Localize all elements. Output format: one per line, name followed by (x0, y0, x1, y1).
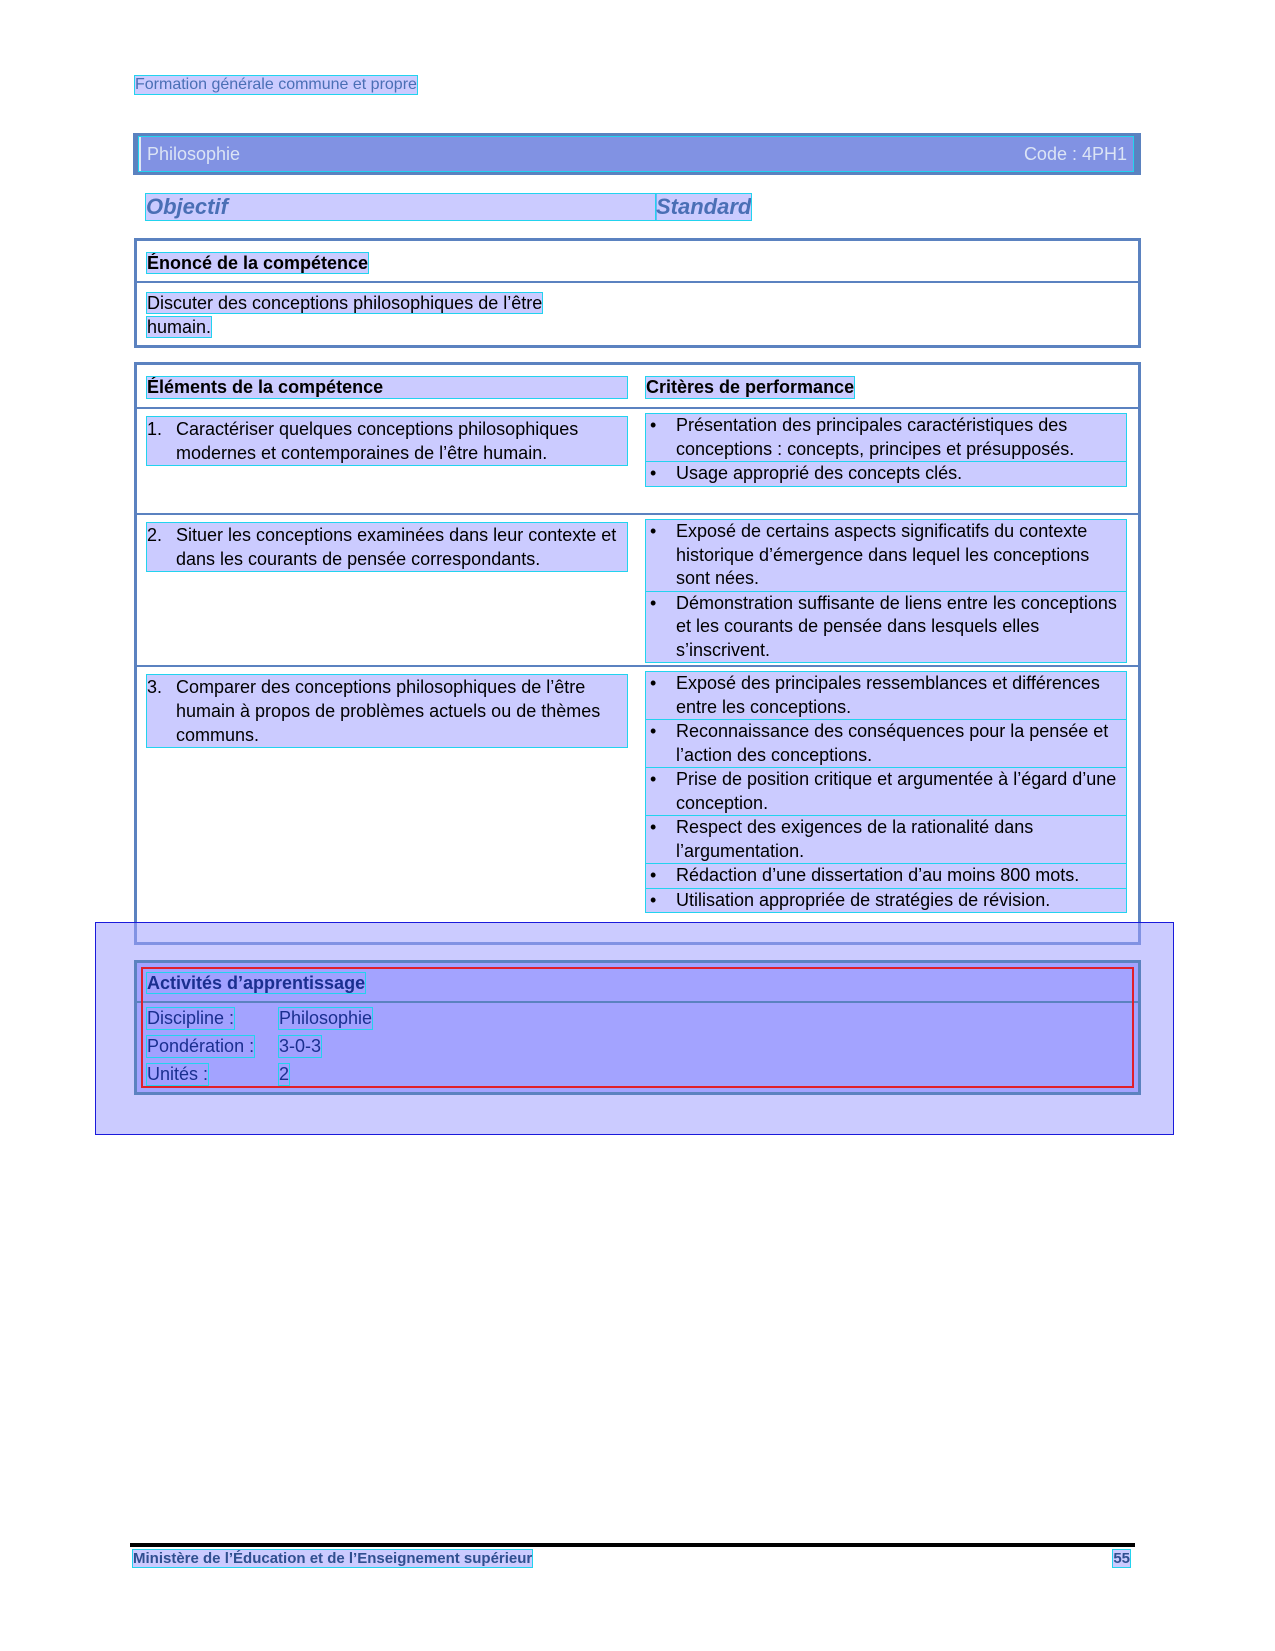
standard-label: Standard (656, 194, 752, 219)
ponderation-value: 3-0-3 (279, 1036, 322, 1056)
footer-rule (130, 1543, 1135, 1547)
element-number: 2. (147, 525, 163, 545)
unites-label: Unités : (147, 1064, 209, 1084)
element-number: 3. (147, 677, 163, 697)
activites-heading: Activités d’apprentissage (147, 973, 366, 993)
objectif-standard-row (146, 194, 766, 220)
ponderation-label: Pondération : (147, 1036, 255, 1056)
ponderation-line (137, 1031, 1138, 1059)
list-item: • Exposé de certains aspects significatifs du contexte historique d’émergence dans lequel les conceptions sont nées. (646, 520, 1126, 591)
list-item: • Respect des exigences de la rationalité dans l’argumentation. (646, 816, 1126, 863)
element-text: Comparer des conceptions philosophiques de l’être humain à propos de problèmes actuels ou de thèmes communs. (176, 677, 601, 745)
bullet-icon: • (650, 769, 657, 789)
competence-table (134, 362, 1141, 945)
criteria-list (646, 672, 1126, 913)
bullet-icon: • (650, 865, 657, 885)
element-text: Situer les conceptions examinées dans leur contexte et dans les courants de pensée correspondants. (176, 525, 617, 569)
bullet-icon: • (650, 521, 657, 541)
enonce-text: Discuter des conceptions philosophiques de l’être humain. (147, 293, 543, 337)
bullet-icon: • (650, 889, 657, 910)
element-number: 1. (147, 419, 163, 439)
page-footer (133, 1550, 1130, 1567)
list-item: • Démonstration suffisante de liens entre les conceptions et les courants de pensée dans lesquels elles s’inscrivent. (646, 592, 1126, 663)
criteres-heading: Critères de performance (646, 377, 855, 397)
bullet-icon: • (650, 592, 657, 613)
bullet-icon: • (650, 463, 657, 483)
ministry-name: Ministère de l’Éducation et de l’Enseignement supérieur (133, 1550, 533, 1567)
element-2 (147, 523, 627, 571)
list-item: • Utilisation appropriée de stratégies de révision. (646, 889, 1126, 913)
list-item: • Prise de position critique et argumentée à l’égard d’une conception. (646, 768, 1126, 815)
list-item: • Présentation des principales caractéristiques des conceptions : concepts, principes et présupposés. (646, 414, 1126, 461)
bullet-icon: • (650, 415, 657, 435)
table-row (137, 409, 1138, 515)
discipline-label: Discipline : (147, 1008, 235, 1028)
unites-line (137, 1059, 1138, 1087)
enonce-box (134, 238, 1141, 348)
bullet-icon: • (650, 817, 657, 837)
unites-value: 2 (279, 1064, 290, 1084)
discipline-line (137, 1003, 1138, 1031)
page-number: 55 (1113, 1550, 1130, 1567)
list-item: • Exposé des principales ressemblances et différences entre les conceptions. (646, 672, 1126, 719)
table-row (137, 667, 1138, 942)
criteria-list (646, 414, 1126, 487)
course-title: Philosophie (147, 143, 241, 164)
criteria-list (646, 520, 1126, 663)
course-code: Code : 4PH1 (1023, 143, 1127, 164)
element-text: Caractériser quelques conceptions philosophiques modernes et contemporaines de l’être humain. (176, 419, 579, 463)
course-title-bar (133, 133, 1141, 175)
list-item: • Reconnaissance des conséquences pour la pensée et l’action des conceptions. (646, 720, 1126, 767)
objectif-label: Objectif (146, 194, 656, 220)
bullet-icon: • (650, 673, 657, 693)
list-item: • Usage approprié des concepts clés. (646, 462, 1126, 486)
list-item: • Rédaction d’une dissertation d’au moins 800 mots. (646, 864, 1126, 888)
activites-box (134, 960, 1141, 1095)
document-header: Formation générale commune et propre (135, 76, 417, 93)
table-row (137, 515, 1138, 667)
enonce-heading: Énoncé de la compétence (147, 253, 369, 273)
discipline-value: Philosophie (279, 1008, 373, 1028)
element-1 (147, 417, 627, 465)
elements-heading: Éléments de la compétence (147, 377, 627, 398)
bullet-icon: • (650, 721, 657, 741)
element-3 (147, 675, 627, 747)
